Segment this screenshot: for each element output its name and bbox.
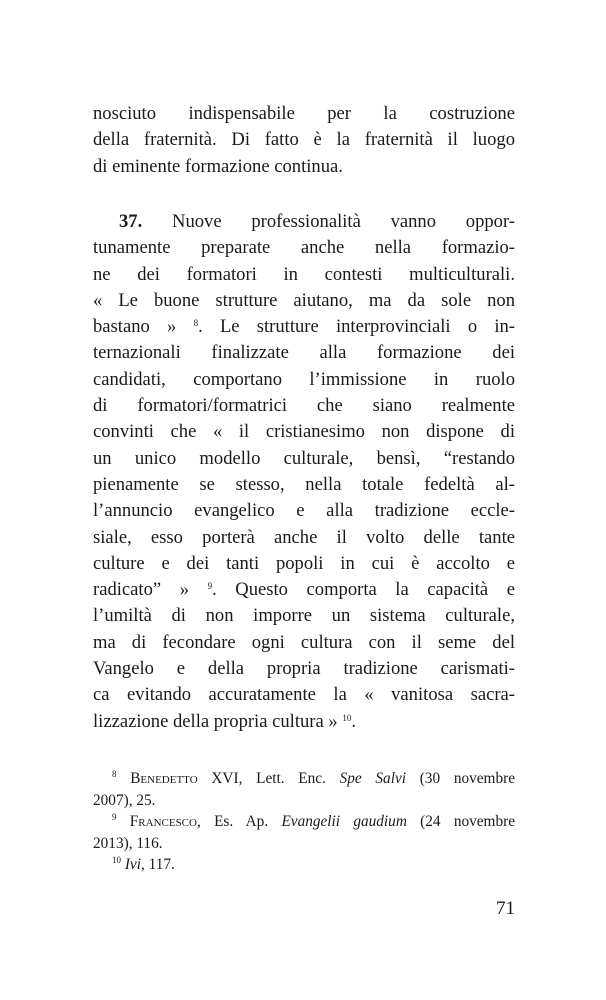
- text-line: ne dei formatori in contesti multiculturali.: [93, 263, 515, 285]
- line-text: .: [351, 710, 357, 732]
- footnote-title: Spe Salvi: [339, 770, 406, 787]
- text-line: candidati, comportano l’immissione in ruolo: [93, 368, 515, 390]
- text-line: Vangelo e della propria tradizione carismati-: [93, 658, 515, 680]
- footnote-10: [93, 854, 515, 876]
- text-line: siale, esso porterà anche il volto delle tante: [93, 526, 515, 548]
- paragraph-37: [93, 209, 515, 735]
- footnote-author: Benedetto XVI: [130, 770, 239, 787]
- text-line: della fraternità. Di fatto è la fraternità il luogo: [93, 129, 515, 151]
- line-text: . Questo comporta la capacità e: [212, 579, 515, 601]
- text-line: convinti che « il cristianesimo non dispone di: [93, 421, 515, 443]
- footnote-number: 10: [112, 855, 121, 865]
- page-number: 71: [496, 898, 515, 919]
- footnote-title: Evangelii gaudium: [281, 813, 407, 830]
- text-line: un unico modello culturale, bensì, “restando: [93, 447, 515, 469]
- footnote-ref-10[interactable]: 10: [342, 712, 352, 723]
- footnote-9-cont: 2013), 116.: [93, 834, 163, 852]
- paragraph-number: 37.: [119, 211, 143, 232]
- text-line: tunamente preparate anche nella formazio-: [93, 237, 515, 259]
- footnote-title: Ivi: [124, 856, 141, 873]
- text-line: di formatori/formatrici che siano realmente: [93, 395, 515, 417]
- footnote-8-cont: 2007), 25.: [93, 791, 156, 809]
- line-text: lizzazione della propria cultura »: [93, 710, 343, 732]
- text-line: di eminente formazione continua.: [93, 155, 343, 177]
- footnotes: [93, 768, 515, 876]
- footnote-text: , 117.: [140, 856, 175, 873]
- footnote-text: (24 novembre: [406, 813, 515, 830]
- text-line: ma di fecondare ogni cultura con il seme del: [93, 631, 515, 653]
- footnote-author: Francesco: [129, 813, 197, 830]
- footnote-9: [93, 811, 515, 833]
- footnote-ref-8[interactable]: 8: [193, 318, 199, 329]
- text-line: ca evitando accuratamente la « vanitosa sacra-: [93, 684, 515, 706]
- line-text: Nuove professionalità vanno oppor-: [172, 211, 515, 232]
- footnote-text: (30 novembre: [406, 770, 515, 787]
- text-line: nosciuto indispensabile per la costruzione: [93, 103, 515, 124]
- footnote-ref-9[interactable]: 9: [207, 581, 213, 592]
- footnote-8: [93, 768, 515, 790]
- text-line: [93, 209, 515, 235]
- text-line: l’annuncio evangelico e alla tradizione eccle-: [93, 500, 515, 522]
- text-line: pienamente se stesso, nella totale fedeltà al-: [93, 473, 515, 495]
- text-line: [93, 577, 515, 603]
- footnote-number: 9: [112, 812, 117, 822]
- text-line: [93, 314, 515, 340]
- text-line: « Le buone strutture aiutano, ma da sole non: [93, 289, 515, 311]
- paragraph-continued: [93, 101, 515, 180]
- text-line: [93, 709, 515, 735]
- footnote-text: , Lett. Enc.: [238, 770, 340, 787]
- line-text: bastano »: [93, 316, 194, 338]
- text-line: ternazionali finalizzate alla formazione dei: [93, 342, 515, 364]
- text-line: culture e dei tanti popoli in cui è accolto e: [93, 552, 515, 574]
- line-text: radicato” »: [93, 579, 208, 601]
- text-line: l’umiltà di non imporre un sistema culturale,: [93, 605, 515, 627]
- footnote-text: , Es. Ap.: [196, 813, 282, 830]
- footnote-number: 8: [112, 769, 117, 779]
- line-text: . Le strutture interprovinciali o in-: [198, 316, 515, 338]
